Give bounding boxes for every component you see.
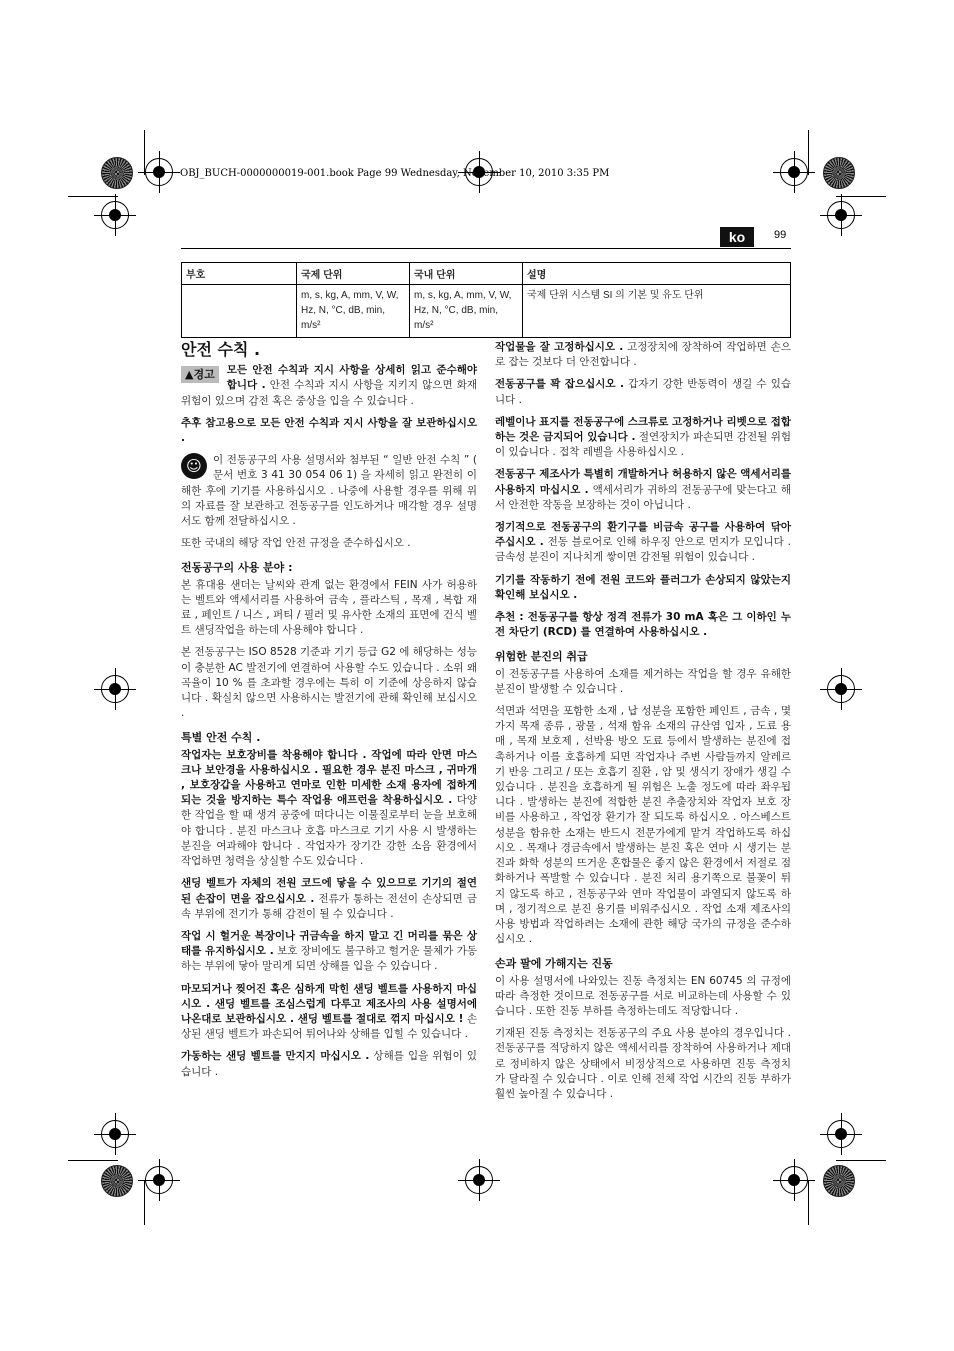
special-item-2 bbox=[181, 876, 477, 922]
table-header-cell: 설명 bbox=[523, 263, 791, 285]
special-item-3 bbox=[181, 929, 477, 975]
right-item-2-bold: 전동공구를 꽉 잡으십시오 . bbox=[495, 378, 625, 391]
registration-mark-icon bbox=[101, 1120, 129, 1148]
table-cell-symbol bbox=[182, 285, 297, 338]
warning-paragraph bbox=[181, 363, 477, 409]
special-item-4 bbox=[181, 982, 477, 1043]
registration-mark-icon bbox=[780, 158, 808, 186]
table-header-row bbox=[182, 263, 791, 285]
crop-mark bbox=[808, 130, 809, 175]
special-item-2-bold: 샌딩 벨트가 자체의 전원 코드에 닿을 수 있으므로 기기의 절연된 손잡이 면을 잡으십시오 . bbox=[181, 877, 477, 905]
right-item-1-bold: 작업물을 잘 고정하십시오 . bbox=[495, 341, 624, 353]
right-item-1 bbox=[495, 340, 791, 370]
right-item-4 bbox=[495, 467, 791, 513]
vibration-paragraph-2: 기재된 진동 측정치는 전동공구의 주요 사용 분야의 경우입니다 . 전동공구를 적당하지 않은 액세서리를 장착하여 사용하거나 제대로 정비하지 않은 상태에서 비정상적으로 사용하면 진동 측정치가 달라질 수 있습니다 . 이로 인해 전체 작업 시간의 진동 부하가 훨씬 높아질 수 있습니다 . bbox=[495, 1027, 791, 1100]
right-item-2 bbox=[495, 377, 791, 407]
special-item-4-text: 손상된 샌딩 벨트가 파손되어 튀어나와 상해를 입힐 수 있습니다 . bbox=[181, 1012, 478, 1041]
use-paragraph-1: 본 휴대용 샌더는 날씨와 관계 없는 환경에서 FEIN 사가 허용하는 벨트와 액세서리를 사용하여 금속 , 플라스틱 , 목재 , 복합 재료 , 페인트 / 니스 , 퍼티 / 필러 및 유사한 소재의 표면에 건식 벨트 샌딩작업을 하는데 사용해야 합니다 . bbox=[181, 578, 477, 637]
table-cell-intl: m, s, kg, A, mm, V, W, Hz, N, °C, dB, min, m/s² bbox=[297, 285, 410, 338]
dust-heading: 위험한 분진의 취급 bbox=[495, 650, 588, 664]
registration-mark-icon bbox=[145, 1166, 173, 1194]
registration-mark-icon bbox=[145, 158, 173, 186]
dust-paragraph-2: 석면과 석면을 포함한 소재 , 납 성분을 포함한 페인트 , 금속 , 몇가지 목재 종류 , 광물 , 석재 함유 소재의 규산염 입자 , 도료 용매 , 목재 보호제 , 선박용 방오 도료 등에서 발생하는 분진에 접촉하거나 이를 호흡하게 되면 작업자나 주변 사람들까지 알레르기 반응 그리고 / 또는 호흡기 질환 , 암 및 생식기 장애가 생길 수 있습니다 . 분진을 호흡하게 될 위험은 노출 정도에 따라 좌우됩니다 . 발생하는 분진에 적합한 분진 추출장치와 작업자 보호 장비를 사용하고 , 작업장 환기가 잘 되도록 하십시오 . 아스베스트 성분을 함유한 소재는 반드시 전문가에게 맡겨 작업하도록 하십시오 . 목재나 경금속에서 발생하는 분진 혹은 연마 시 생기는 분진과 화학 성분의 뜨거운 혼합물은 좋지 않은 환경에서 저절로 점화하거나 폭발할 수 있습니다 . 분진 처리 용기쪽으로 불꽃이 튀지 않도록 하고 , 전동공구와 연마 작업물이 과열되지 않도록 하며 , 정기적으로 분진 용기를 비워주십시오 . 작업 소재 제조사의 사용 방법과 작업하려는 소재에 관한 해당 국가의 규정을 준수하십시오 . bbox=[495, 705, 791, 946]
right-item-7 bbox=[495, 610, 791, 640]
crop-mark bbox=[68, 196, 118, 197]
right-item-2-text: 갑자기 강한 반동력이 생길 수 있습니다 . bbox=[495, 378, 792, 406]
right-item-3-text: 절연장치가 파손되면 감전될 위험이 있습니다 . 접착 레벨을 사용하십시오 . bbox=[495, 431, 791, 459]
special-item-1-bold: 작업자는 보호장비를 착용해야 합니다 . 작업에 따라 안면 마스크나 보안경을 사용하십시오 . 필요한 경우 분진 마스크 , 귀마개 , 보호장갑을 사용하고 연마로 인한 미세한 소재 용자에 접하게 되는 것을 방지하는 특수 작업용 애프런을 착용하십시오 . bbox=[181, 748, 477, 807]
right-item-4-bold: 전동공구 제조사가 특별히 개발하거나 허용하지 않은 액세서리를 사용하지 마십시오 . bbox=[495, 468, 791, 496]
right-column bbox=[495, 340, 791, 1109]
section-title: 안전 수칙 . bbox=[181, 340, 261, 359]
crop-mark bbox=[836, 1160, 886, 1161]
right-item-7-bold: 추천 : 전동공구를 항상 정격 전류가 30 mA 혹은 그 이하인 누전 차단기 (RCD) 를 연결하여 사용하십시오 . bbox=[495, 611, 791, 639]
units-table bbox=[181, 262, 791, 338]
crop-mark bbox=[68, 1160, 118, 1161]
registration-mark-icon bbox=[101, 201, 129, 229]
left-column bbox=[181, 340, 477, 1087]
right-item-5-text: 전동 블로어로 인해 하우징 안으로 먼지가 모입니다 . 금속성 분진이 지나치게 쌓이면 감전될 위험이 있습니다 . bbox=[495, 536, 791, 564]
table-cell-desc: 국제 단위 시스템 SI 의 기본 및 유도 단위 bbox=[523, 285, 791, 338]
special-item-1 bbox=[181, 748, 477, 870]
keep-instructions: 추후 참고용으로 모든 안전 수칙과 지시 사항을 잘 보관하십시오 . bbox=[181, 416, 477, 445]
table-header-cell: 국제 단위 bbox=[297, 263, 410, 285]
regulations-text: 또한 국내의 해당 작업 안전 규정을 준수하십시오 . bbox=[181, 537, 411, 550]
special-item-3-text: 보호 장비에도 불구하고 헐거운 물체가 가동하는 부위에 닿아 말리게 되면 상해를 입을 수 있습니다 . bbox=[181, 945, 477, 973]
crop-mark bbox=[808, 1180, 809, 1225]
warning-badge bbox=[181, 366, 219, 383]
special-item-3-bold: 작업 시 헐거운 복장이나 귀금속을 하지 말고 긴 머리를 묶은 상태를 유지하십시오 . bbox=[181, 929, 477, 958]
right-item-5-bold: 정기적으로 전동공구의 환기구를 비금속 공구를 사용하여 닦아 주십시오 . bbox=[495, 521, 791, 549]
header-rule bbox=[181, 248, 791, 249]
special-item-5-bold: 가동하는 샌딩 벨트를 만지지 마십시오 . bbox=[181, 1050, 370, 1063]
table-header-cell: 부호 bbox=[182, 263, 297, 285]
vibration-heading: 손과 팔에 가해지는 진동 bbox=[495, 957, 613, 971]
color-wheel-icon bbox=[101, 157, 133, 189]
right-item-3-bold: 레벨이나 표지를 전동공구에 스크류로 고정하거나 리벳으로 접합하는 것은 금지되어 있습니다 . bbox=[495, 415, 791, 444]
table-header-cell: 국내 단위 bbox=[410, 263, 523, 285]
read-manual-icon: ☺ bbox=[181, 453, 207, 479]
color-wheel-icon bbox=[823, 157, 855, 189]
right-item-3 bbox=[495, 415, 791, 461]
special-item-5-text: 상해를 입을 위험이 있습니다 . bbox=[181, 1050, 478, 1078]
registration-mark-icon bbox=[827, 675, 855, 703]
color-wheel-icon bbox=[101, 1165, 133, 1197]
right-item-1-text: 고정장치에 장착하여 작업하면 손으로 잡는 것보다 더 안전합니다 . bbox=[495, 341, 791, 369]
registration-mark-icon bbox=[780, 1166, 808, 1194]
color-wheel-icon bbox=[823, 1165, 855, 1197]
page-number: 99 bbox=[774, 229, 787, 241]
special-item-4-bold: 마모되거나 찢어진 혹은 심하게 막힌 샌딩 벨트를 사용하지 마십시오 . 샌딩 벨트를 조심스럽게 다루고 제조사의 사용 설명서에 나온대로 보관하십시오 . 샌딩 벨트를 절대로 꺾지 마십시오 ! bbox=[181, 982, 477, 1025]
special-heading: 특별 안전 수칙 . bbox=[181, 731, 261, 745]
warning-label: 경고 bbox=[193, 368, 215, 382]
vibration-paragraph-1: 이 사용 설명서에 나와있는 진동 측정치는 EN 60745 의 규정에 따라 측정한 것이므로 전동공구를 서로 비교하는데 사용할 수 있습니다 . 또한 진동 부하를 측정하는데도 적당합니다 . bbox=[495, 974, 791, 1017]
right-item-6 bbox=[495, 573, 791, 603]
use-heading: 전동공구의 사용 분야 : bbox=[181, 561, 293, 575]
registration-mark-icon bbox=[101, 675, 129, 703]
table-cell-local: m, s, kg, A, mm, V, W, Hz, N, °C, dB, min, m/s² bbox=[410, 285, 523, 338]
warning-triangle-icon: ▲ bbox=[185, 368, 194, 382]
crop-mark bbox=[836, 196, 886, 197]
manual-paragraph bbox=[181, 453, 477, 529]
warning-bold: 모든 안전 수칙과 지시 사항을 상세히 읽고 준수해야 합니다 . bbox=[226, 364, 477, 392]
registration-mark-icon bbox=[465, 1166, 493, 1194]
special-item-2-text: 전류가 통하는 전선이 손상되면 금속 부위에 전기가 통해 감전이 될 수 있습니다 . bbox=[181, 892, 477, 920]
use-paragraph-2: 본 전동공구는 ISO 8528 기준과 기기 등급 G2 에 해당하는 성능이 충분한 AC 발전기에 연결하여 사용할 수도 있습니다 . 소위 왜곡율이 10 % 를 초과할 경우에는 특히 이 기준에 상응하지 않습니다 . 확실치 않으면 사용하시는 발전기에 관해 확인해 보십시오 . bbox=[181, 646, 477, 720]
manual-text: 이 전동공구의 사용 설명서와 첨부된 “ 일반 안전 수칙 ” ( 문서 번호 3 41 30 054 06 1) 을 자세히 읽고 완전히 이해한 후에 기기를 사용하십시오 . 나중에 사용할 경우를 위해 위의 자료를 잘 보관하고 전동공구를 인도하거나 매각할 경우 설명서도 함께 전달하십시오 . bbox=[181, 454, 477, 528]
registration-mark-icon bbox=[827, 201, 855, 229]
table-row bbox=[182, 285, 791, 338]
special-item-1-text: 다양한 작업을 할 때 생겨 공중에 떠다니는 이물질로부터 눈을 보호해야 합니다 . 분진 마스크나 호흡 마스크로 기기 사용 시 발생하는 분진을 여과해야 합니다 . 작업자가 장기간 강한 소음 환경에서 작업하면 청력을 상실할 수도 있습니다 . bbox=[181, 794, 477, 868]
warning-text: 안전 수칙과 지시 사항을 지키지 않으면 화재 위험이 있으며 감전 혹은 중상을 입을 수 있습니다 . bbox=[181, 379, 477, 407]
crop-mark bbox=[144, 1180, 145, 1225]
dust-paragraph-1: 이 전동공구를 사용하여 소재를 제거하는 작업을 할 경우 유해한 분진이 발생할 수 있습니다 . bbox=[495, 667, 791, 695]
language-badge: ko bbox=[720, 227, 754, 247]
special-item-5 bbox=[181, 1049, 477, 1079]
right-item-4-text: 액세서리가 귀하의 전동공구에 맞는다고 해서 안전한 작동을 보장하는 것이 아닙니다 . bbox=[495, 483, 791, 511]
right-item-6-bold: 기기를 작동하기 전에 전원 코드와 플러그가 손상되지 않았는지 확인해 보십시오 . bbox=[495, 573, 791, 601]
right-item-5 bbox=[495, 520, 791, 566]
book-info-line: OBJ_BUCH-0000000019-001.book Page 99 Wednesday, November 10, 2010 3:35 PM bbox=[180, 168, 610, 179]
registration-mark-icon bbox=[827, 1120, 855, 1148]
